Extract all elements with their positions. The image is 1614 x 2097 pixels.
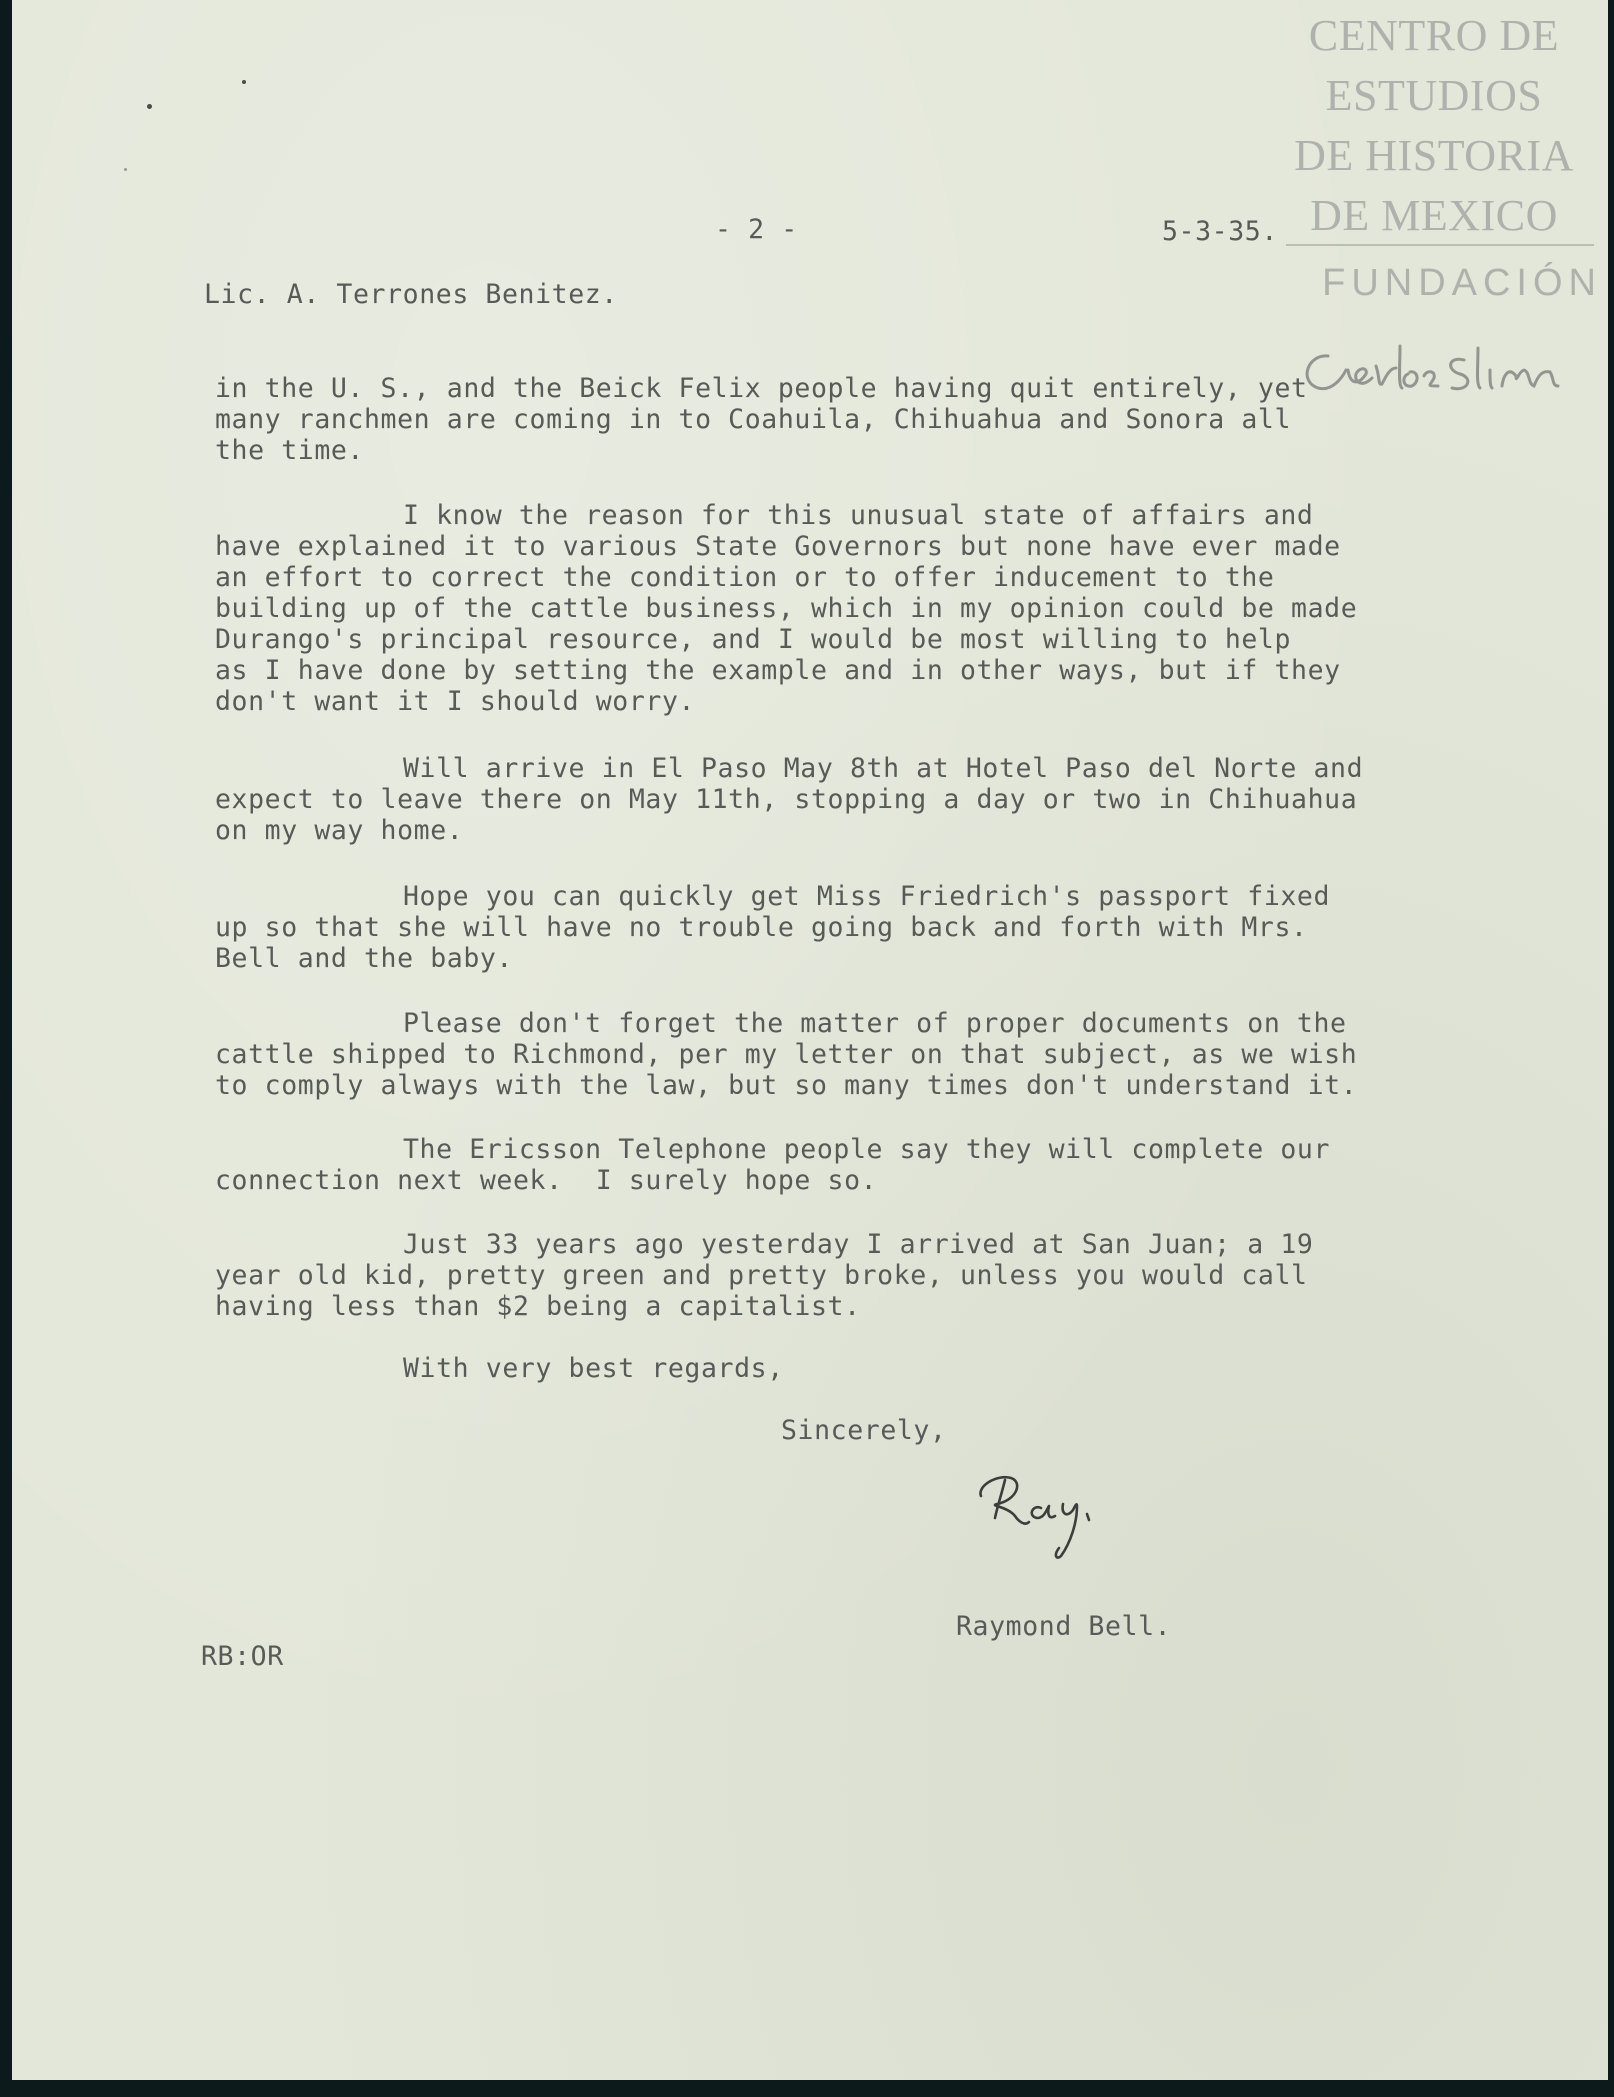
body-line: I know the reason for this unusual state of affairs and: [403, 500, 1314, 531]
body-line: the time.: [215, 435, 364, 466]
handwritten-signature: [967, 1456, 1107, 1566]
letter-date: 5-3-35.: [1162, 216, 1278, 247]
watermark-line: DE MEXICO: [1310, 191, 1558, 240]
body-line: year old kid, pretty green and pretty broke, unless you would call: [215, 1260, 1308, 1291]
body-paragraph: [215, 1134, 1330, 1196]
body-line: having less than $2 being a capitalist.: [215, 1291, 861, 1322]
body-line: connection next week. I surely hope so.: [215, 1165, 878, 1196]
archive-watermark: [1274, 6, 1594, 246]
body-paragraph: [215, 373, 1308, 466]
signer-name: Raymond Bell.: [956, 1611, 1172, 1642]
watermark-line: CENTRO DE: [1308, 11, 1560, 60]
body-line: don't want it I should worry.: [215, 686, 696, 717]
paper-speck: [124, 168, 127, 171]
body-line: to comply always with the law, but so many times don't understand it.: [215, 1070, 1358, 1101]
body-paragraph: [215, 1229, 1314, 1322]
body-line: building up of the cattle business, which in my opinion could be made: [215, 593, 1358, 624]
body-line: up so that she will have no trouble going back and forth with Mrs.: [215, 912, 1308, 943]
watermark-rule: [1286, 244, 1594, 246]
body-line: The Ericsson Telephone people say they will complete our: [403, 1134, 1331, 1165]
watermark-signature-image: [1288, 326, 1598, 406]
body-line: Please don't forget the matter of proper documents on the: [403, 1008, 1347, 1039]
watermark-line: DE HISTORIA: [1294, 131, 1574, 180]
valediction: Sincerely,: [781, 1415, 947, 1446]
body-paragraph: [215, 753, 1363, 846]
body-line: Bell and the baby.: [215, 943, 513, 974]
paper-speck: [242, 80, 246, 84]
body-line: in the U. S., and the Beick Felix people having quit entirely, yet: [215, 373, 1308, 404]
body-line: an effort to correct the condition or to offer inducement to the: [215, 562, 1275, 593]
body-line: expect to leave there on May 11th, stopping a day or two in Chihuahua: [215, 784, 1358, 815]
addressee: Lic. A. Terrones Benitez.: [204, 279, 618, 310]
typist-initials: RB:OR: [201, 1641, 284, 1672]
body-line: have explained it to various State Governors but none have ever made: [215, 531, 1341, 562]
body-line: Durango's principal resource, and I would be most willing to help: [215, 624, 1292, 655]
watermark-foundation: FUNDACIÓN: [1322, 262, 1602, 304]
page-number: - 2 -: [715, 214, 798, 245]
body-paragraph: [215, 500, 1357, 717]
paper-speck: [147, 104, 152, 109]
body-line: cattle shipped to Richmond, per my letter on that subject, as we wish: [215, 1039, 1358, 1070]
body-paragraph: [215, 1008, 1357, 1101]
body-line: Hope you can quickly get Miss Friedrich's passport fixed: [403, 881, 1331, 912]
body-line: With very best regards,: [403, 1353, 784, 1384]
watermark-line: ESTUDIOS: [1325, 71, 1543, 120]
body-paragraph: [215, 1353, 784, 1384]
body-line: as I have done by setting the example and in other ways, but if they: [215, 655, 1341, 686]
body-line: many ranchmen are coming in to Coahuila, Chihuahua and Sonora all: [215, 404, 1292, 435]
letter-paper: [12, 0, 1608, 2080]
body-line: on my way home.: [215, 815, 464, 846]
body-paragraph: [215, 881, 1330, 974]
body-line: Will arrive in El Paso May 8th at Hotel Paso del Norte and: [403, 753, 1364, 784]
body-line: Just 33 years ago yesterday I arrived at San Juan; a 19: [403, 1229, 1314, 1260]
